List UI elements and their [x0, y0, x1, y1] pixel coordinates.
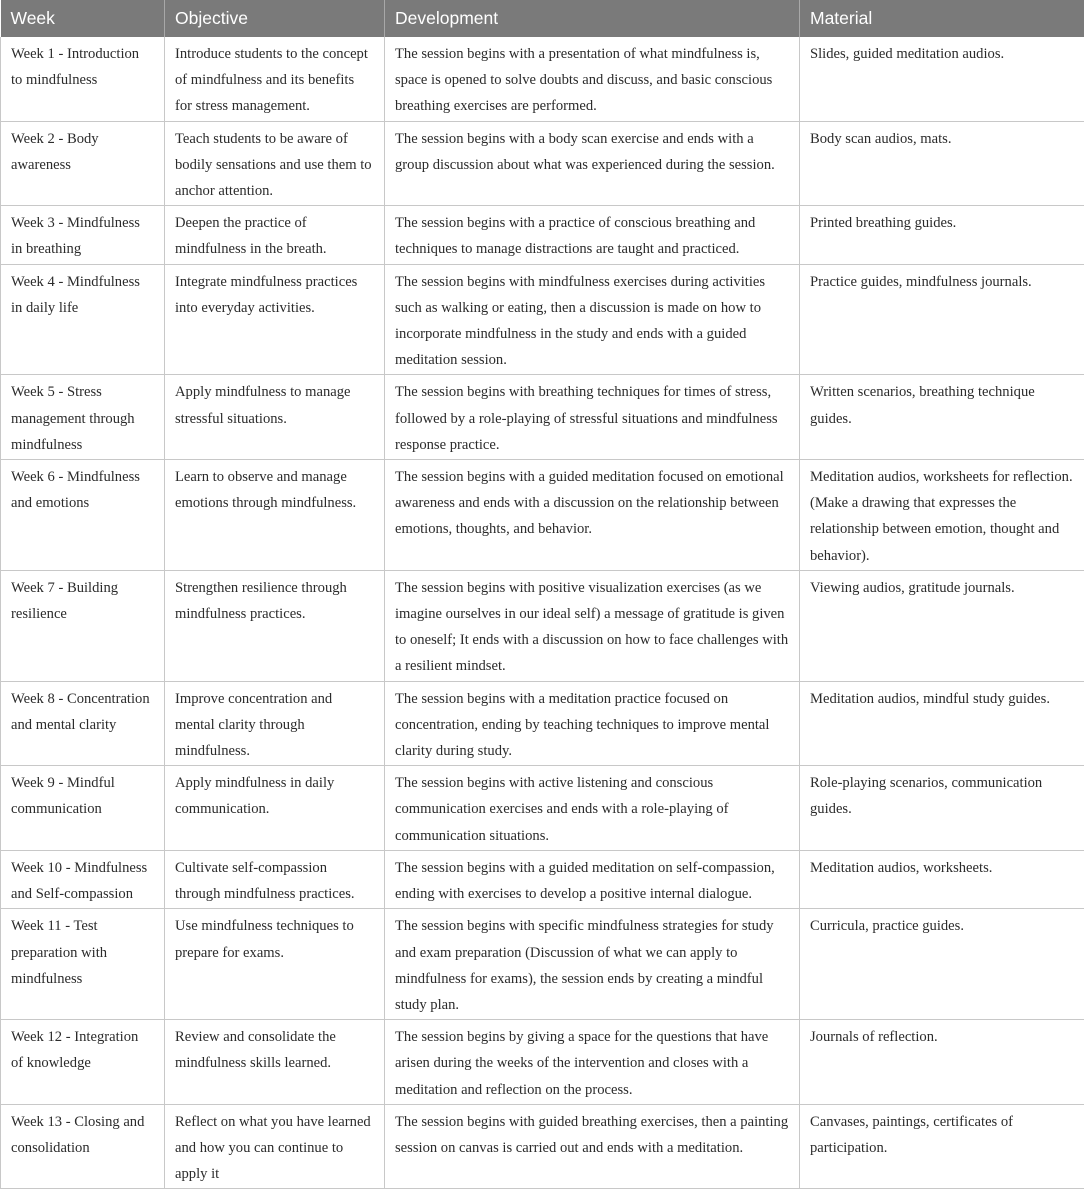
table-row	[1, 460, 1084, 571]
cell-material: Viewing audios, gratitude journals.	[800, 570, 1084, 681]
table-row	[1, 909, 1084, 1020]
cell-material: Canvases, paintings, certificates of participation.	[800, 1104, 1084, 1189]
cell-material: Curricula, practice guides.	[800, 909, 1084, 1020]
cell-development: The session begins with a meditation practice focused on concentration, ending by teaching techniques to improve mental clarity during study.	[385, 681, 800, 766]
cell-development: The session begins with a body scan exercise and ends with a group discussion about what was experienced during the session.	[385, 121, 800, 206]
cell-objective: Apply mindfulness in daily communication.	[165, 766, 385, 851]
cell-objective: Review and consolidate the mindfulness skills learned.	[165, 1020, 385, 1105]
table-row	[1, 681, 1084, 766]
cell-objective: Apply mindfulness to manage stressful situations.	[165, 375, 385, 460]
table-row	[1, 766, 1084, 851]
cell-development: The session begins with specific mindfulness strategies for study and exam preparation (Discussion of what we can apply to mindfulness for exams), the session ends by creating a mindful study plan.	[385, 909, 800, 1020]
cell-objective: Teach students to be aware of bodily sensations and use them to anchor attention.	[165, 121, 385, 206]
cell-development: The session begins by giving a space for the questions that have arisen during the weeks of the intervention and closes with a meditation and reflection on the process.	[385, 1020, 800, 1105]
cell-development: The session begins with a guided meditation on self-compassion, ending with exercises to develop a positive internal dialogue.	[385, 850, 800, 908]
table-row	[1, 37, 1084, 121]
cell-development: The session begins with breathing techniques for times of stress, followed by a role-playing of stressful situations and mindfulness response practice.	[385, 375, 800, 460]
cell-week: Week 6 - Mindfulness and emotions	[1, 460, 165, 571]
cell-objective: Reflect on what you have learned and how you can continue to apply it	[165, 1104, 385, 1189]
cell-objective: Improve concentration and mental clarity through mindfulness.	[165, 681, 385, 766]
header-material: Material	[800, 0, 1084, 37]
cell-objective: Integrate mindfulness practices into everyday activities.	[165, 264, 385, 375]
header-week: Week	[1, 0, 165, 37]
table-row	[1, 1020, 1084, 1105]
cell-development: The session begins with positive visualization exercises (as we imagine ourselves in our ideal self) a message of gratitude is given to oneself; It ends with a discussion on how to face challenges with a resilient mindset.	[385, 570, 800, 681]
cell-objective: Strengthen resilience through mindfulness practices.	[165, 570, 385, 681]
cell-development: The session begins with a practice of conscious breathing and techniques to manage distractions are taught and practiced.	[385, 206, 800, 264]
table-row	[1, 375, 1084, 460]
cell-material: Meditation audios, mindful study guides.	[800, 681, 1084, 766]
cell-material: Meditation audios, worksheets for reflection. (Make a drawing that expresses the relationship between emotion, thought and behavior).	[800, 460, 1084, 571]
cell-development: The session begins with a guided meditation focused on emotional awareness and ends with a discussion on the relationship between emotions, thoughts, and behavior.	[385, 460, 800, 571]
header-row	[1, 0, 1084, 37]
cell-material: Meditation audios, worksheets.	[800, 850, 1084, 908]
cell-week: Week 9 - Mindful communication	[1, 766, 165, 851]
cell-material: Practice guides, mindfulness journals.	[800, 264, 1084, 375]
cell-objective: Learn to observe and manage emotions through mindfulness.	[165, 460, 385, 571]
cell-development: The session begins with mindfulness exercises during activities such as walking or eating, then a discussion is made on how to incorporate mindfulness in the study and ends with a guided meditation session.	[385, 264, 800, 375]
cell-development: The session begins with guided breathing exercises, then a painting session on canvas is carried out and ends with a meditation.	[385, 1104, 800, 1189]
table-body	[1, 37, 1084, 1189]
table-header	[1, 0, 1084, 37]
cell-objective: Introduce students to the concept of mindfulness and its benefits for stress management.	[165, 37, 385, 121]
table-row	[1, 570, 1084, 681]
cell-week: Week 7 - Building resilience	[1, 570, 165, 681]
cell-objective: Deepen the practice of mindfulness in the breath.	[165, 206, 385, 264]
cell-week: Week 5 - Stress management through mindfulness	[1, 375, 165, 460]
table-row	[1, 121, 1084, 206]
cell-material: Printed breathing guides.	[800, 206, 1084, 264]
table-row	[1, 264, 1084, 375]
cell-objective: Cultivate self-compassion through mindfulness practices.	[165, 850, 385, 908]
header-objective: Objective	[165, 0, 385, 37]
cell-week: Week 10 - Mindfulness and Self-compassion	[1, 850, 165, 908]
table-row	[1, 850, 1084, 908]
cell-material: Written scenarios, breathing technique guides.	[800, 375, 1084, 460]
table-row	[1, 1104, 1084, 1189]
cell-week: Week 3 - Mindfulness in breathing	[1, 206, 165, 264]
cell-material: Role-playing scenarios, communication guides.	[800, 766, 1084, 851]
cell-week: Week 13 - Closing and consolidation	[1, 1104, 165, 1189]
cell-objective: Use mindfulness techniques to prepare for exams.	[165, 909, 385, 1020]
cell-development: The session begins with active listening and conscious communication exercises and ends with a role-playing of communication situations.	[385, 766, 800, 851]
cell-material: Body scan audios, mats.	[800, 121, 1084, 206]
header-development: Development	[385, 0, 800, 37]
cell-material: Slides, guided meditation audios.	[800, 37, 1084, 121]
table-row	[1, 206, 1084, 264]
cell-week: Week 1 - Introduction to mindfulness	[1, 37, 165, 121]
cell-development: The session begins with a presentation of what mindfulness is, space is opened to solve doubts and discuss, and basic conscious breathing exercises are performed.	[385, 37, 800, 121]
cell-week: Week 2 - Body awareness	[1, 121, 165, 206]
cell-week: Week 4 - Mindfulness in daily life	[1, 264, 165, 375]
cell-week: Week 11 - Test preparation with mindfulness	[1, 909, 165, 1020]
cell-week: Week 8 - Concentration and mental clarity	[1, 681, 165, 766]
cell-material: Journals of reflection.	[800, 1020, 1084, 1105]
cell-week: Week 12 - Integration of knowledge	[1, 1020, 165, 1105]
